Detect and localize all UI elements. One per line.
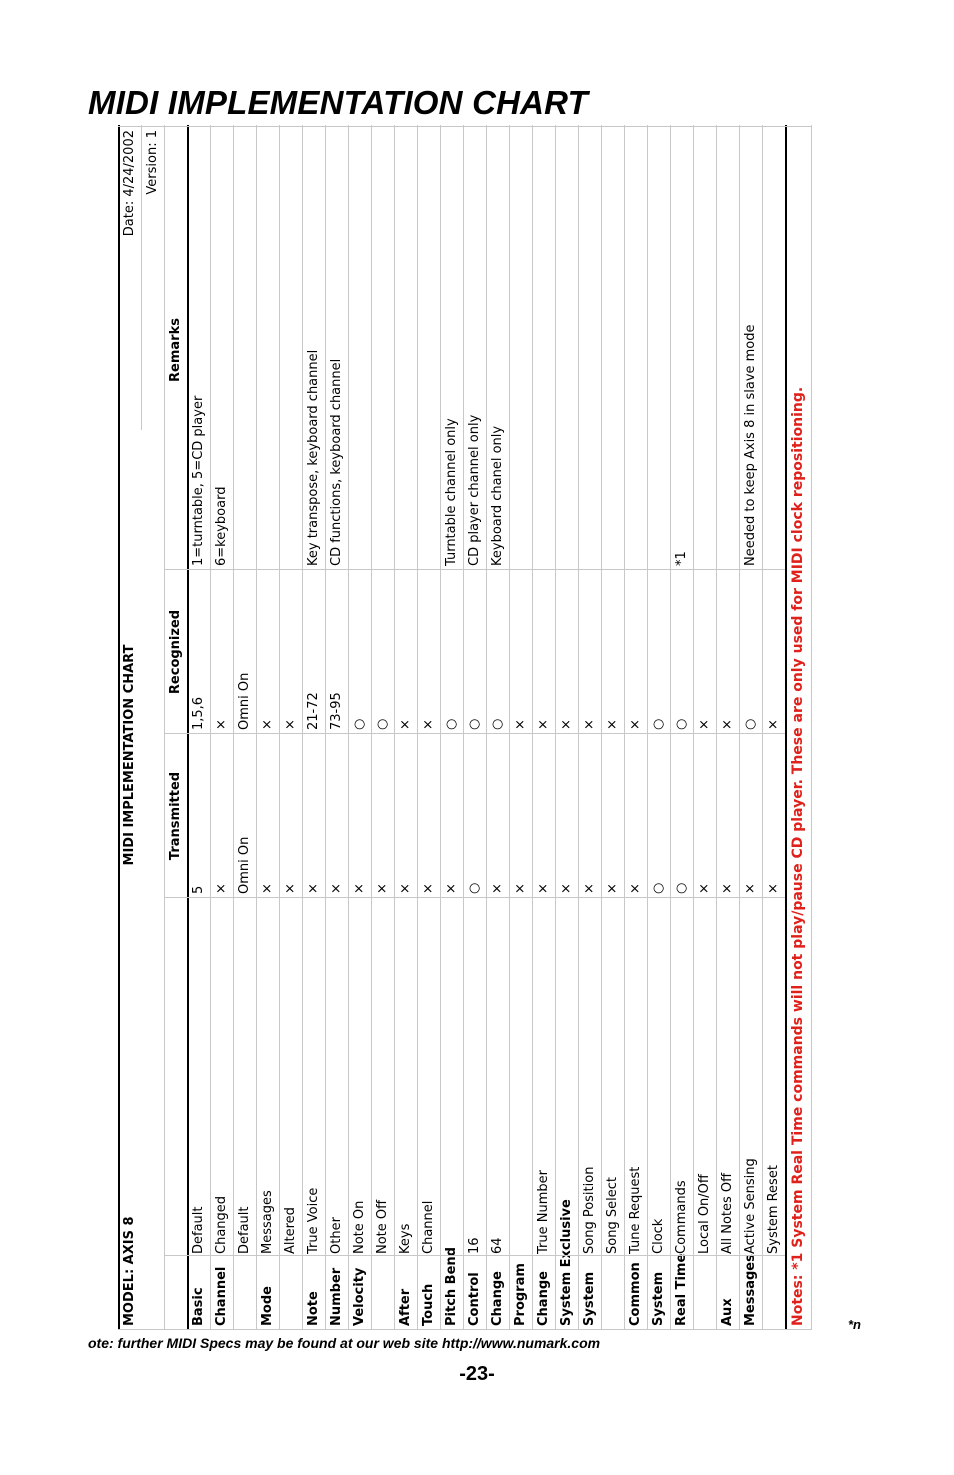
cell-recognized: × [559, 719, 574, 730]
cell-recognized: ○ [674, 718, 689, 730]
cell-transmitted: × [352, 883, 367, 894]
grid-line [141, 125, 142, 430]
column-header-transmitted: Transmitted [168, 771, 183, 861]
cell-category: Messages [743, 1254, 758, 1326]
cell-subcategory: True Voice [306, 1187, 321, 1254]
cell-remarks [532, 130, 555, 566]
cell-category: System [651, 1271, 666, 1326]
cell-category: Velocity [352, 1267, 367, 1326]
cell-remarks: Keyboard chanel only [490, 425, 505, 566]
model-label: MODEL: AXIS 8 [122, 1216, 137, 1326]
cell-subcategory: Channel [421, 1200, 436, 1254]
grid-line [118, 1329, 811, 1330]
cell-recognized: × [628, 719, 643, 730]
cell-category: System Exclusive [559, 1199, 574, 1326]
cell-remarks: Needed to keep Axis 8 in slave mode [743, 324, 758, 566]
cell-transmitted: ○ [674, 882, 689, 894]
grid-line [440, 125, 441, 1330]
grid-line [670, 125, 671, 1330]
cell-transmitted: ○ [467, 882, 482, 894]
cell-transmitted: × [214, 883, 229, 894]
cell-transmitted: 5 [191, 885, 206, 894]
cell-recognized: ○ [490, 718, 505, 730]
cell-subcategory: Messages [260, 1190, 275, 1254]
page-number: -23- [459, 1363, 495, 1385]
cell-subcategory: Keys [398, 1223, 413, 1254]
cell-category: Program [513, 1263, 528, 1326]
cell-transmitted: × [329, 883, 344, 894]
cell-category: Basic [191, 1287, 206, 1326]
cell-category: Change [536, 1271, 551, 1326]
date-label: Date: 4/24/2002 [122, 130, 137, 237]
column-header-remarks: Remarks [168, 318, 183, 382]
cell-recognized: × [720, 719, 735, 730]
cell-remarks [762, 130, 785, 566]
grid-line [302, 125, 303, 1330]
cell-subcategory: Changed [214, 1195, 229, 1254]
grid-line [647, 125, 648, 1330]
cell-subcategory: Note Off [375, 1199, 390, 1254]
cell-category: Common [628, 1262, 643, 1326]
cell-remarks [394, 130, 417, 566]
grid-line [233, 125, 234, 1330]
grid-line [164, 125, 165, 1330]
cell-category: Real Time [674, 1253, 689, 1326]
grid-line [210, 125, 211, 1330]
cell-recognized: ○ [743, 718, 758, 730]
grid-line [279, 125, 280, 1330]
cell-remarks: 1=turntable, 5=CD player [191, 395, 206, 566]
cell-recognized: Omni On [237, 672, 252, 730]
cell-recognized: × [536, 719, 551, 730]
cell-subcategory [440, 1089, 463, 1254]
grid-line [578, 125, 579, 1330]
cell-subcategory: Song Select [605, 1177, 620, 1254]
grid-line [762, 125, 763, 1330]
cell-remarks: *1 [674, 551, 689, 566]
grid-line [348, 125, 349, 1330]
grid-line [164, 733, 785, 734]
cell-transmitted: × [375, 883, 390, 894]
cell-transmitted: Omni On [237, 836, 252, 894]
cell-recognized: 73-95 [329, 692, 344, 730]
grid-line [371, 125, 372, 1330]
cell-remarks [348, 130, 371, 566]
cell-transmitted: × [628, 883, 643, 894]
cell-recognized: × [214, 719, 229, 730]
cell-recognized: × [421, 719, 436, 730]
cell-category: Channel [214, 1266, 229, 1326]
cell-transmitted: × [421, 883, 436, 894]
cell-remarks [256, 130, 279, 566]
grid-line [601, 125, 602, 1330]
cell-remarks [647, 130, 670, 566]
cell-recognized: × [766, 719, 781, 730]
cell-subcategory: Local On/Off [697, 1174, 712, 1254]
cell-recognized: 21-72 [306, 692, 321, 730]
grid-line [509, 125, 510, 1330]
grid-line [325, 125, 326, 1330]
cell-transmitted: × [582, 883, 597, 894]
column-header-recognized: Recognized [168, 609, 183, 695]
grid-line [811, 125, 812, 1330]
midi-implementation-table [118, 125, 813, 1330]
cell-transmitted: × [306, 883, 321, 894]
cell-subcategory [555, 1089, 578, 1254]
grid-line [739, 125, 740, 1330]
cell-transmitted: × [559, 883, 574, 894]
grid-line [394, 125, 395, 1330]
grid-line [164, 1255, 785, 1256]
cell-recognized: × [697, 719, 712, 730]
grid-line [187, 125, 189, 1330]
grid-line [118, 126, 811, 127]
grid-line [486, 125, 487, 1330]
cell-recognized: × [513, 719, 528, 730]
cell-remarks [371, 130, 394, 566]
cell-transmitted: × [720, 883, 735, 894]
page-title: MIDI IMPLEMENTATION CHART [88, 84, 588, 121]
cell-category: Note [306, 1291, 321, 1326]
cell-category: Aux [720, 1298, 735, 1326]
grid-line [693, 125, 694, 1330]
cell-remarks: 6=keyboard [214, 486, 229, 566]
cell-transmitted: × [444, 883, 459, 894]
cell-recognized: × [605, 719, 620, 730]
cell-subcategory: Commands [674, 1180, 689, 1254]
cell-category: Touch [421, 1283, 436, 1326]
footnote-marker: *n [848, 1317, 861, 1332]
grid-line [532, 125, 533, 1330]
grid-line [164, 569, 785, 570]
cell-transmitted: × [260, 883, 275, 894]
grid-line [716, 125, 717, 1330]
cell-transmitted: × [536, 883, 551, 894]
cell-remarks [509, 130, 532, 566]
cell-category: After [398, 1288, 413, 1326]
cell-remarks [279, 130, 302, 566]
cell-category: Control [467, 1272, 482, 1326]
grid-line [624, 125, 625, 1330]
cell-transmitted: × [398, 883, 413, 894]
footnote-text: ote: further MIDI Specs may be found at our web site http://www.numark.com [88, 1335, 601, 1351]
cell-transmitted: × [283, 883, 298, 894]
cell-subcategory: Note On [352, 1200, 367, 1254]
cell-transmitted: × [743, 883, 758, 894]
cell-recognized: × [398, 719, 413, 730]
cell-remarks: Key transpose, keyboard channel [306, 349, 321, 566]
grid-line [785, 125, 787, 1330]
cell-remarks [578, 130, 601, 566]
cell-recognized: ○ [375, 718, 390, 730]
cell-remarks: Turntable channel only [444, 418, 459, 566]
grid-line [164, 897, 785, 898]
version-label: Version: 1 [145, 130, 160, 195]
cell-remarks: CD player channel only [467, 414, 482, 566]
grid-line [256, 125, 257, 1330]
cell-subcategory: System Reset [766, 1165, 781, 1254]
cell-remarks [693, 130, 716, 566]
cell-transmitted: × [605, 883, 620, 894]
cell-subcategory: Clock [651, 1218, 666, 1254]
cell-recognized: 1,5,6 [191, 696, 206, 730]
cell-recognized: ○ [444, 718, 459, 730]
table-heading: MIDI IMPLEMENTATION CHART [122, 644, 137, 866]
cell-subcategory: 64 [490, 1237, 505, 1254]
cell-recognized: ○ [467, 718, 482, 730]
cell-recognized: × [582, 719, 597, 730]
cell-transmitted: × [766, 883, 781, 894]
cell-subcategory: True Number [536, 1170, 551, 1254]
cell-transmitted: × [697, 883, 712, 894]
cell-category: Pitch Bend [444, 1247, 459, 1326]
cell-subcategory: Default [191, 1206, 206, 1254]
cell-transmitted: × [490, 883, 505, 894]
cell-remarks [624, 130, 647, 566]
cell-remarks [233, 130, 256, 566]
cell-subcategory [509, 1089, 532, 1254]
midi-chart-rotated [118, 125, 813, 1330]
cell-recognized: × [283, 719, 298, 730]
cell-category: Change [490, 1271, 505, 1326]
cell-transmitted: ○ [651, 882, 666, 894]
cell-remarks [417, 130, 440, 566]
cell-subcategory: Tune Request [628, 1166, 643, 1254]
grid-line [555, 125, 556, 1330]
notes-text: Notes: *1 System Real Time commands will not play/pause CD player. These are only used for MIDI clock repositioning. [790, 386, 806, 1326]
cell-subcategory: Song Position [582, 1166, 597, 1254]
cell-remarks [555, 130, 578, 566]
cell-subcategory: Other [329, 1217, 344, 1254]
cell-category: Mode [260, 1286, 275, 1326]
cell-subcategory: 16 [467, 1237, 482, 1254]
cell-subcategory: Altered [283, 1207, 298, 1254]
cell-recognized: ○ [651, 718, 666, 730]
cell-transmitted: × [513, 883, 528, 894]
cell-category: Number [329, 1267, 344, 1326]
cell-remarks [716, 130, 739, 566]
grid-line [463, 125, 464, 1330]
grid-line [118, 125, 120, 1330]
cell-remarks: CD functions, keyboard channel [329, 358, 344, 566]
cell-category: System [582, 1271, 597, 1326]
cell-recognized: × [260, 719, 275, 730]
cell-remarks [601, 130, 624, 566]
grid-line [417, 125, 418, 1330]
cell-subcategory: Default [237, 1206, 252, 1254]
cell-subcategory: Active Sensing [743, 1158, 758, 1254]
cell-recognized: ○ [352, 718, 367, 730]
cell-subcategory: All Notes Off [720, 1172, 735, 1254]
